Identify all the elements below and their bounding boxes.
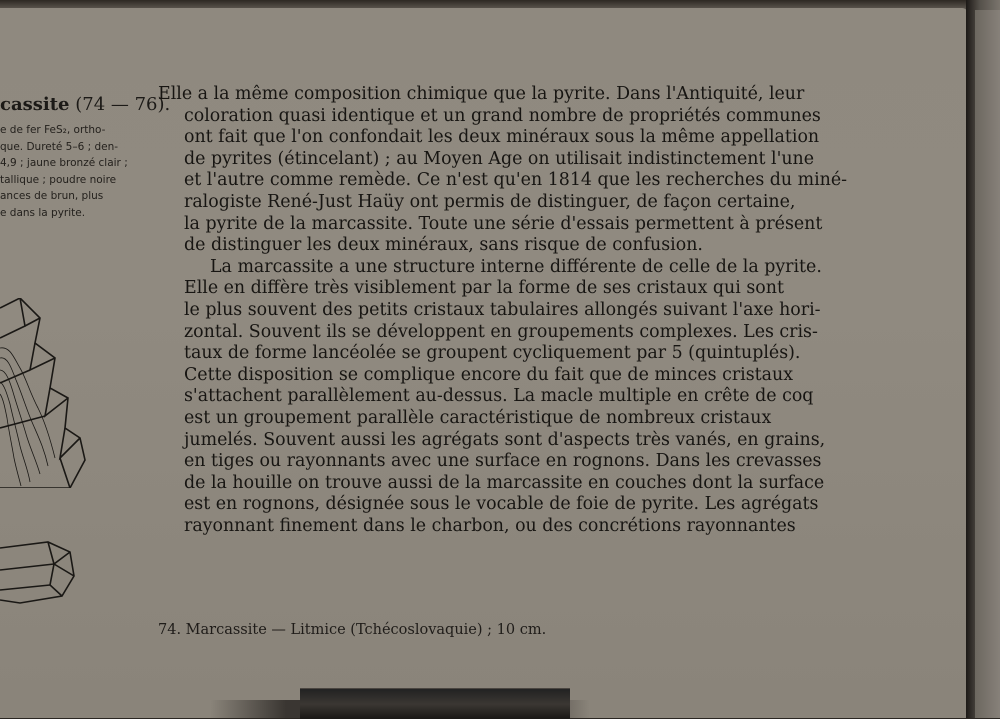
text-line: de distinguer les deux minéraux, sans risque de confusion. [184,235,703,256]
text-line: est un groupement parallèle caractéristique de nombreux cristaux [184,407,772,428]
text-line: ont fait que l'on confondait les deux minéraux sous la même appellation [184,127,820,148]
text-line: la pyrite de la marcassite. Toute une série d'essais permettent à présent [184,213,823,234]
text-line: de pyrites (étincelant) ; au Moyen Age on utilisait indistinctement l'une [184,148,815,169]
text-line: taux de forme lancéolée se groupent cycliquement par 5 (quintuplés). [184,343,801,364]
text-line: de la houille on trouve aussi de la marcassite en couches dont la surface [184,472,825,493]
description-line: que. Dureté 5–6 ; den- [0,140,119,153]
text-line: le plus souvent des petits cristaux tabulaires allongés suivant l'axe hori- [184,299,821,320]
description-line: 4,9 ; jaune bronzé clair ; [0,157,128,169]
figure-numbers: (74 — 76). [69,94,171,115]
next-page-edge [975,10,1000,718]
cockscomb-crystal-icon [0,298,100,488]
text-line: et l'autre comme remède. Ce n'est qu'en 1814 que les recherches du miné- [184,170,848,191]
text-line: jumelés. Souvent aussi les agrégats sont d'aspects très vanés, en grains, [184,429,826,450]
mineral-name: cassite [0,94,70,115]
mineral-heading [0,94,170,115]
text-line: Elle en diffère très visiblement par la forme de ses cristaux qui sont [184,278,784,299]
text-line: en tiges ou rayonnants avec une surface en rognons. Dans les crevasses [184,451,822,472]
description-line: ances de brun, plus [0,190,104,202]
text-line: rayonnant finement dans le charbon, ou des concrétions rayonnantes [184,515,796,536]
description-line: e de fer FeS₂, ortho- [0,124,106,136]
mineral-description [0,122,160,221]
text-line: La marcassite a une structure interne différente de celle de la pyrite. [210,256,822,277]
text-line: ralogiste René-Just Haüy ont permis de distinguer, de façon certaine, [184,191,796,212]
description-line: e dans la pyrite. [0,206,86,219]
text-line: zontal. Souvent ils se développent en groupements complexes. Les cris- [184,321,818,342]
text-line: Elle a la même composition chimique que la pyrite. Dans l'Antiquité, leur [158,84,805,104]
text-line: est en rognons, désignée sous le vocable de foie de pyrite. Les agrégats [184,494,819,515]
text-line: s'attachent parallèlement au-dessus. La macle multiple en crête de coq [184,386,814,407]
text-line: coloration quasi identique et un grand nombre de propriétés communes [184,105,821,126]
description-line: tallique ; poudre noire [0,173,117,186]
main-text [158,84,928,537]
figure-caption: 74. Marcassite — Litmice (Tchécoslovaquie) ; 10 cm. [158,622,547,638]
specimen-photo [300,688,570,719]
text-line: Cette disposition se complique encore du fait que de minces cristaux [184,364,794,385]
tabular-crystal-icon [0,540,80,606]
